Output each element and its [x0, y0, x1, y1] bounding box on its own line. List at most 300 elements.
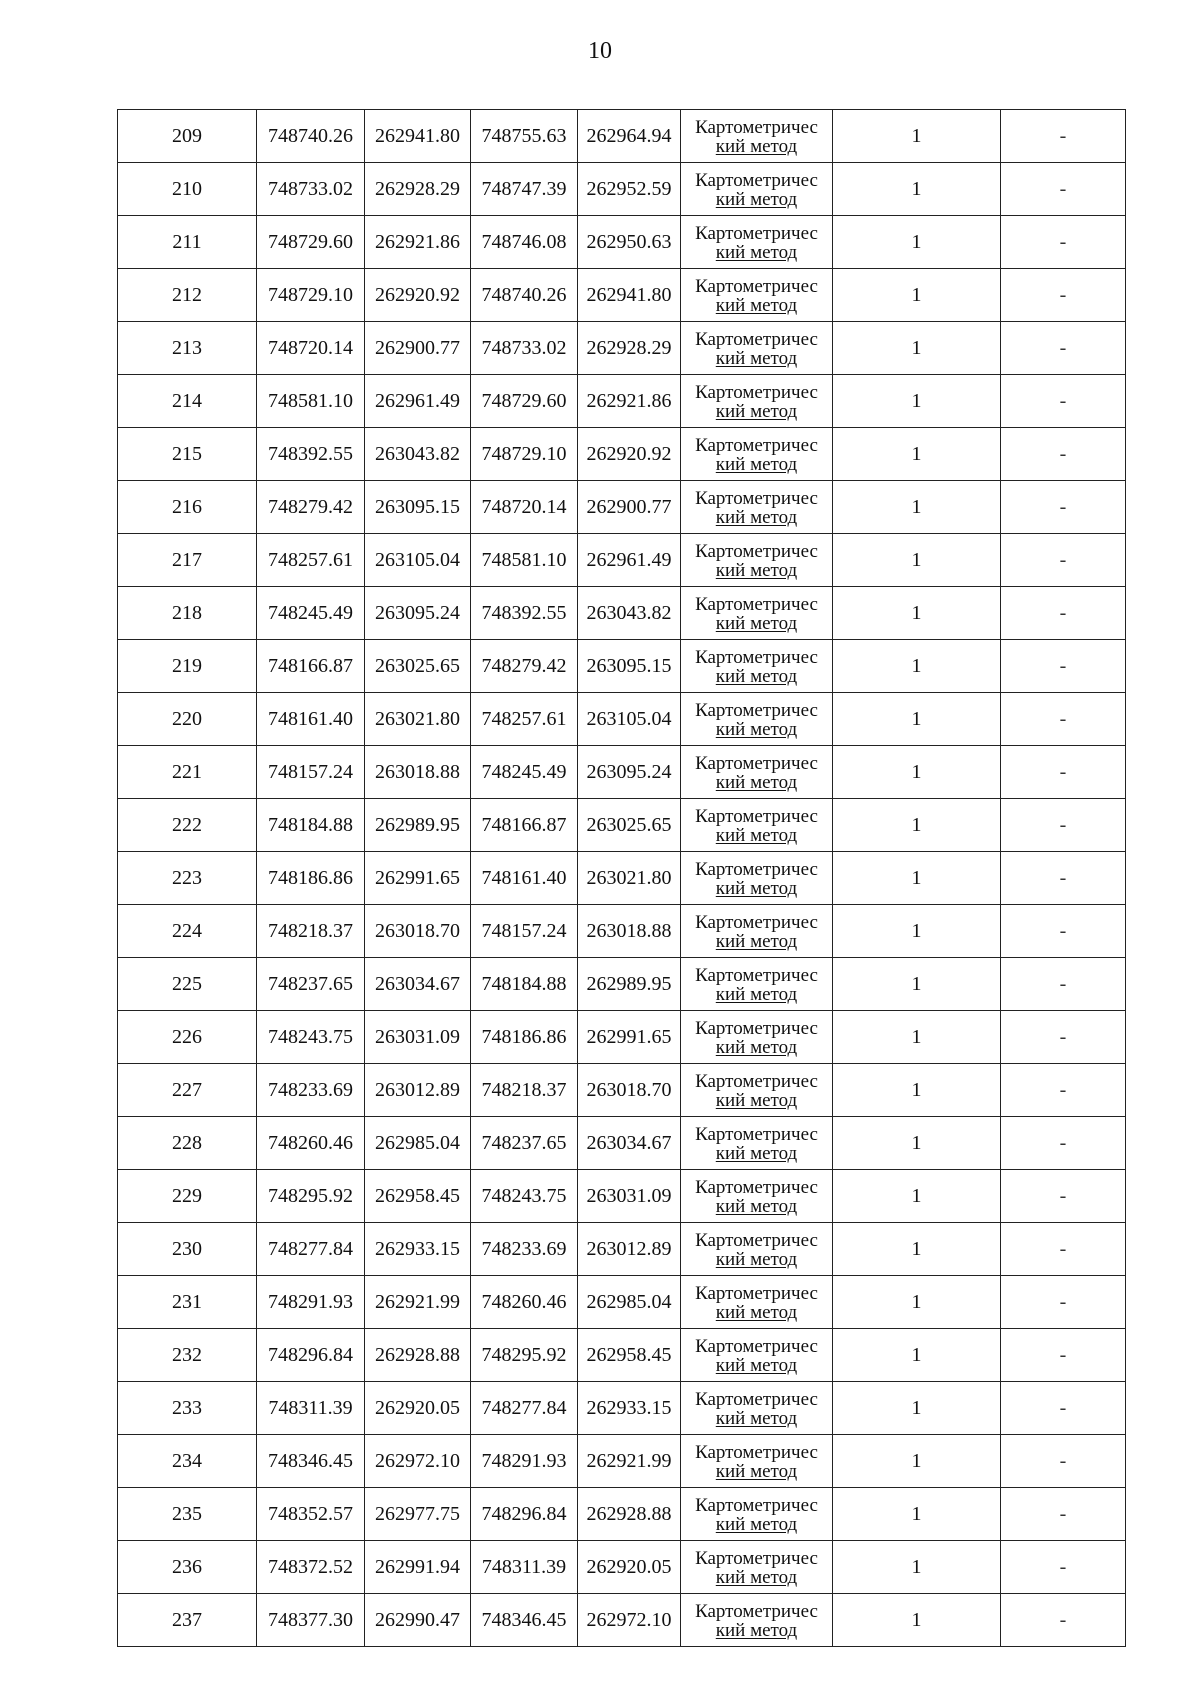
cell-y-start: 262928.29 [365, 163, 471, 216]
cell-y-end: 262991.65 [578, 1011, 681, 1064]
method-line-2: кий метод [715, 1620, 798, 1641]
cell-count: 1 [833, 216, 1001, 269]
cell-y-start: 262985.04 [365, 1117, 471, 1170]
cell-point-number: 237 [118, 1594, 257, 1647]
method-line-1: Картометричес [695, 912, 818, 933]
method-line-2: кий метод [715, 1302, 798, 1323]
cell-y-end: 262941.80 [578, 269, 681, 322]
coordinates-table [117, 109, 1126, 1647]
method-line-2: кий метод [715, 1143, 798, 1164]
cell-count: 1 [833, 1541, 1001, 1594]
cell-x-end: 748311.39 [471, 1541, 578, 1594]
method-line-1: Картометричес [695, 859, 818, 880]
cell-x-start: 748296.84 [257, 1329, 365, 1382]
cell-x-start: 748729.60 [257, 216, 365, 269]
cell-y-start: 263031.09 [365, 1011, 471, 1064]
table-row [118, 375, 1126, 428]
cell-x-start: 748166.87 [257, 640, 365, 693]
cell-x-start: 748233.69 [257, 1064, 365, 1117]
method-line-2: кий метод [715, 1567, 798, 1588]
method-line-1: Картометричес [695, 541, 818, 562]
cell-y-end: 263025.65 [578, 799, 681, 852]
cell-x-start: 748392.55 [257, 428, 365, 481]
cell-point-number: 228 [118, 1117, 257, 1170]
method-line-2: кий метод [715, 1196, 798, 1217]
cell-y-start: 262977.75 [365, 1488, 471, 1541]
cell-note: - [1001, 799, 1126, 852]
cell-point-number: 217 [118, 534, 257, 587]
cell-x-start: 748260.46 [257, 1117, 365, 1170]
cell-count: 1 [833, 375, 1001, 428]
cell-x-end: 748346.45 [471, 1594, 578, 1647]
cell-method [681, 1117, 833, 1170]
cell-x-start: 748729.10 [257, 269, 365, 322]
table-row [118, 1223, 1126, 1276]
cell-y-end: 262952.59 [578, 163, 681, 216]
cell-x-start: 748346.45 [257, 1435, 365, 1488]
cell-method [681, 216, 833, 269]
method-line-2: кий метод [715, 1090, 798, 1111]
cell-count: 1 [833, 746, 1001, 799]
table-row [118, 163, 1126, 216]
method-line-2: кий метод [715, 878, 798, 899]
cell-point-number: 229 [118, 1170, 257, 1223]
method-line-2: кий метод [715, 666, 798, 687]
cell-count: 1 [833, 905, 1001, 958]
cell-x-end: 748186.86 [471, 1011, 578, 1064]
cell-note: - [1001, 1117, 1126, 1170]
cell-note: - [1001, 852, 1126, 905]
method-line-2: кий метод [715, 1355, 798, 1376]
cell-x-start: 748720.14 [257, 322, 365, 375]
cell-point-number: 209 [118, 110, 257, 163]
cell-count: 1 [833, 1117, 1001, 1170]
cell-x-end: 748733.02 [471, 322, 578, 375]
method-line-2: кий метод [715, 401, 798, 422]
cell-x-end: 748218.37 [471, 1064, 578, 1117]
method-line-1: Картометричес [695, 1124, 818, 1145]
cell-y-start: 263018.70 [365, 905, 471, 958]
cell-count: 1 [833, 322, 1001, 375]
cell-point-number: 218 [118, 587, 257, 640]
cell-point-number: 233 [118, 1382, 257, 1435]
cell-method [681, 1382, 833, 1435]
cell-note: - [1001, 269, 1126, 322]
cell-note: - [1001, 322, 1126, 375]
cell-point-number: 236 [118, 1541, 257, 1594]
cell-y-start: 262991.65 [365, 852, 471, 905]
cell-y-start: 262991.94 [365, 1541, 471, 1594]
cell-x-start: 748291.93 [257, 1276, 365, 1329]
cell-x-start: 748237.65 [257, 958, 365, 1011]
coordinates-table-wrapper [117, 109, 1126, 1647]
cell-method [681, 110, 833, 163]
cell-method [681, 799, 833, 852]
cell-x-start: 748581.10 [257, 375, 365, 428]
cell-x-end: 748729.10 [471, 428, 578, 481]
cell-point-number: 226 [118, 1011, 257, 1064]
cell-method [681, 1011, 833, 1064]
cell-method [681, 322, 833, 375]
cell-method [681, 1594, 833, 1647]
method-line-1: Картометричес [695, 1389, 818, 1410]
cell-x-end: 748233.69 [471, 1223, 578, 1276]
cell-method [681, 375, 833, 428]
table-row [118, 746, 1126, 799]
cell-point-number: 215 [118, 428, 257, 481]
cell-count: 1 [833, 1223, 1001, 1276]
cell-method [681, 693, 833, 746]
cell-note: - [1001, 481, 1126, 534]
cell-x-start: 748352.57 [257, 1488, 365, 1541]
cell-y-start: 263025.65 [365, 640, 471, 693]
table-row [118, 1064, 1126, 1117]
cell-point-number: 230 [118, 1223, 257, 1276]
cell-x-end: 748279.42 [471, 640, 578, 693]
cell-count: 1 [833, 1170, 1001, 1223]
method-line-2: кий метод [715, 1514, 798, 1535]
table-row [118, 1488, 1126, 1541]
table-row [118, 1541, 1126, 1594]
cell-x-start: 748218.37 [257, 905, 365, 958]
cell-x-end: 748237.65 [471, 1117, 578, 1170]
table-row [118, 269, 1126, 322]
cell-y-start: 263018.88 [365, 746, 471, 799]
cell-count: 1 [833, 1011, 1001, 1064]
method-line-2: кий метод [715, 772, 798, 793]
cell-count: 1 [833, 958, 1001, 1011]
cell-method [681, 534, 833, 587]
method-line-2: кий метод [715, 189, 798, 210]
table-row [118, 428, 1126, 481]
cell-method [681, 481, 833, 534]
method-line-1: Картометричес [695, 488, 818, 509]
method-line-1: Картометричес [695, 594, 818, 615]
table-row [118, 799, 1126, 852]
cell-y-start: 262920.05 [365, 1382, 471, 1435]
cell-x-start: 748740.26 [257, 110, 365, 163]
cell-x-start: 748295.92 [257, 1170, 365, 1223]
cell-point-number: 232 [118, 1329, 257, 1382]
cell-note: - [1001, 640, 1126, 693]
cell-method [681, 1541, 833, 1594]
table-row [118, 958, 1126, 1011]
cell-x-end: 748296.84 [471, 1488, 578, 1541]
method-line-1: Картометричес [695, 1283, 818, 1304]
cell-y-end: 263043.82 [578, 587, 681, 640]
cell-point-number: 235 [118, 1488, 257, 1541]
cell-method [681, 1488, 833, 1541]
cell-method [681, 958, 833, 1011]
method-line-1: Картометричес [695, 753, 818, 774]
cell-x-end: 748581.10 [471, 534, 578, 587]
cell-note: - [1001, 110, 1126, 163]
method-line-2: кий метод [715, 1249, 798, 1270]
cell-y-end: 263031.09 [578, 1170, 681, 1223]
table-body [118, 110, 1126, 1647]
cell-y-end: 262972.10 [578, 1594, 681, 1647]
cell-method [681, 905, 833, 958]
cell-y-start: 263034.67 [365, 958, 471, 1011]
cell-count: 1 [833, 640, 1001, 693]
cell-point-number: 224 [118, 905, 257, 958]
method-line-2: кий метод [715, 719, 798, 740]
cell-method [681, 852, 833, 905]
table-row [118, 1329, 1126, 1382]
cell-note: - [1001, 587, 1126, 640]
cell-point-number: 225 [118, 958, 257, 1011]
method-line-1: Картометричес [695, 1018, 818, 1039]
cell-y-start: 262990.47 [365, 1594, 471, 1647]
cell-point-number: 227 [118, 1064, 257, 1117]
cell-point-number: 213 [118, 322, 257, 375]
cell-x-end: 748746.08 [471, 216, 578, 269]
cell-x-start: 748257.61 [257, 534, 365, 587]
cell-y-start: 263043.82 [365, 428, 471, 481]
cell-y-start: 262941.80 [365, 110, 471, 163]
cell-method [681, 1170, 833, 1223]
cell-x-end: 748161.40 [471, 852, 578, 905]
cell-y-end: 263021.80 [578, 852, 681, 905]
method-line-1: Картометричес [695, 1177, 818, 1198]
cell-y-end: 262985.04 [578, 1276, 681, 1329]
cell-count: 1 [833, 1276, 1001, 1329]
cell-method [681, 640, 833, 693]
cell-y-end: 263018.88 [578, 905, 681, 958]
cell-y-start: 262958.45 [365, 1170, 471, 1223]
cell-y-end: 262928.88 [578, 1488, 681, 1541]
method-line-1: Картометричес [695, 1495, 818, 1516]
method-line-2: кий метод [715, 295, 798, 316]
cell-note: - [1001, 1382, 1126, 1435]
cell-note: - [1001, 375, 1126, 428]
cell-note: - [1001, 746, 1126, 799]
table-row [118, 1011, 1126, 1064]
cell-y-end: 262958.45 [578, 1329, 681, 1382]
cell-x-start: 748279.42 [257, 481, 365, 534]
cell-count: 1 [833, 1435, 1001, 1488]
method-line-1: Картометричес [695, 1601, 818, 1622]
cell-x-end: 748392.55 [471, 587, 578, 640]
method-line-1: Картометричес [695, 806, 818, 827]
cell-y-end: 263105.04 [578, 693, 681, 746]
cell-x-end: 748729.60 [471, 375, 578, 428]
cell-note: - [1001, 1594, 1126, 1647]
cell-y-end: 262961.49 [578, 534, 681, 587]
method-line-1: Картометричес [695, 329, 818, 350]
cell-x-end: 748277.84 [471, 1382, 578, 1435]
cell-count: 1 [833, 587, 1001, 640]
cell-x-end: 748243.75 [471, 1170, 578, 1223]
table-row [118, 216, 1126, 269]
method-line-1: Картометричес [695, 647, 818, 668]
cell-point-number: 223 [118, 852, 257, 905]
method-line-1: Картометричес [695, 700, 818, 721]
cell-y-end: 262928.29 [578, 322, 681, 375]
method-line-1: Картометричес [695, 1230, 818, 1251]
method-line-1: Картометричес [695, 1071, 818, 1092]
cell-y-end: 262920.05 [578, 1541, 681, 1594]
table-row [118, 693, 1126, 746]
cell-count: 1 [833, 852, 1001, 905]
cell-x-start: 748161.40 [257, 693, 365, 746]
cell-point-number: 234 [118, 1435, 257, 1488]
cell-y-end: 263018.70 [578, 1064, 681, 1117]
table-row [118, 534, 1126, 587]
cell-note: - [1001, 693, 1126, 746]
table-row [118, 640, 1126, 693]
method-line-2: кий метод [715, 560, 798, 581]
cell-x-end: 748747.39 [471, 163, 578, 216]
cell-y-end: 262950.63 [578, 216, 681, 269]
cell-y-start: 262920.92 [365, 269, 471, 322]
cell-x-start: 748372.52 [257, 1541, 365, 1594]
cell-y-end: 263034.67 [578, 1117, 681, 1170]
table-row [118, 905, 1126, 958]
table-row [118, 852, 1126, 905]
cell-x-start: 748277.84 [257, 1223, 365, 1276]
cell-method [681, 269, 833, 322]
cell-count: 1 [833, 269, 1001, 322]
cell-y-end: 262964.94 [578, 110, 681, 163]
method-line-1: Картометричес [695, 276, 818, 297]
cell-y-start: 262933.15 [365, 1223, 471, 1276]
cell-point-number: 222 [118, 799, 257, 852]
cell-note: - [1001, 1435, 1126, 1488]
cell-x-end: 748755.63 [471, 110, 578, 163]
method-line-1: Картометричес [695, 435, 818, 456]
cell-count: 1 [833, 481, 1001, 534]
method-line-2: кий метод [715, 348, 798, 369]
cell-method [681, 1276, 833, 1329]
cell-note: - [1001, 1329, 1126, 1382]
cell-y-start: 263021.80 [365, 693, 471, 746]
cell-y-end: 262921.99 [578, 1435, 681, 1488]
method-line-2: кий метод [715, 242, 798, 263]
cell-note: - [1001, 1064, 1126, 1117]
cell-x-end: 748295.92 [471, 1329, 578, 1382]
cell-method [681, 587, 833, 640]
cell-x-start: 748184.88 [257, 799, 365, 852]
cell-x-start: 748243.75 [257, 1011, 365, 1064]
cell-point-number: 219 [118, 640, 257, 693]
cell-note: - [1001, 1170, 1126, 1223]
cell-x-end: 748740.26 [471, 269, 578, 322]
cell-y-end: 263012.89 [578, 1223, 681, 1276]
method-line-1: Картометричес [695, 382, 818, 403]
cell-point-number: 212 [118, 269, 257, 322]
cell-point-number: 216 [118, 481, 257, 534]
cell-x-start: 748245.49 [257, 587, 365, 640]
cell-count: 1 [833, 110, 1001, 163]
cell-count: 1 [833, 1064, 1001, 1117]
cell-method [681, 1223, 833, 1276]
cell-x-end: 748184.88 [471, 958, 578, 1011]
cell-note: - [1001, 958, 1126, 1011]
cell-point-number: 211 [118, 216, 257, 269]
cell-y-end: 262933.15 [578, 1382, 681, 1435]
cell-note: - [1001, 1541, 1126, 1594]
table-row [118, 322, 1126, 375]
cell-point-number: 221 [118, 746, 257, 799]
cell-note: - [1001, 1011, 1126, 1064]
cell-x-end: 748157.24 [471, 905, 578, 958]
cell-method [681, 428, 833, 481]
cell-count: 1 [833, 1329, 1001, 1382]
cell-x-end: 748291.93 [471, 1435, 578, 1488]
cell-y-start: 262921.99 [365, 1276, 471, 1329]
cell-count: 1 [833, 163, 1001, 216]
cell-y-start: 262989.95 [365, 799, 471, 852]
table-row [118, 1594, 1126, 1647]
method-line-1: Картометричес [695, 170, 818, 191]
method-line-2: кий метод [715, 507, 798, 528]
cell-y-end: 263095.15 [578, 640, 681, 693]
method-line-2: кий метод [715, 136, 798, 157]
cell-x-start: 748186.86 [257, 852, 365, 905]
cell-x-start: 748733.02 [257, 163, 365, 216]
cell-point-number: 210 [118, 163, 257, 216]
cell-x-start: 748157.24 [257, 746, 365, 799]
cell-y-start: 263095.15 [365, 481, 471, 534]
cell-method [681, 163, 833, 216]
method-line-2: кий метод [715, 984, 798, 1005]
cell-count: 1 [833, 1488, 1001, 1541]
cell-count: 1 [833, 534, 1001, 587]
cell-y-end: 262921.86 [578, 375, 681, 428]
method-line-2: кий метод [715, 1037, 798, 1058]
cell-x-end: 748245.49 [471, 746, 578, 799]
table-row [118, 110, 1126, 163]
cell-note: - [1001, 1276, 1126, 1329]
cell-y-end: 262920.92 [578, 428, 681, 481]
cell-note: - [1001, 428, 1126, 481]
table-row [118, 481, 1126, 534]
table-row [118, 587, 1126, 640]
method-line-1: Картометричес [695, 1548, 818, 1569]
cell-method [681, 746, 833, 799]
cell-y-start: 263012.89 [365, 1064, 471, 1117]
cell-count: 1 [833, 799, 1001, 852]
cell-x-start: 748311.39 [257, 1382, 365, 1435]
method-line-1: Картометричес [695, 965, 818, 986]
cell-method [681, 1329, 833, 1382]
cell-x-end: 748260.46 [471, 1276, 578, 1329]
cell-y-start: 262928.88 [365, 1329, 471, 1382]
cell-count: 1 [833, 1594, 1001, 1647]
cell-count: 1 [833, 428, 1001, 481]
cell-count: 1 [833, 693, 1001, 746]
cell-note: - [1001, 905, 1126, 958]
cell-point-number: 214 [118, 375, 257, 428]
cell-y-start: 262921.86 [365, 216, 471, 269]
cell-point-number: 231 [118, 1276, 257, 1329]
cell-method [681, 1435, 833, 1488]
method-line-2: кий метод [715, 1461, 798, 1482]
table-row [118, 1435, 1126, 1488]
cell-y-start: 262961.49 [365, 375, 471, 428]
table-row [118, 1382, 1126, 1435]
cell-y-end: 263095.24 [578, 746, 681, 799]
method-line-1: Картометричес [695, 1336, 818, 1357]
method-line-2: кий метод [715, 454, 798, 475]
method-line-2: кий метод [715, 931, 798, 952]
cell-y-start: 262900.77 [365, 322, 471, 375]
cell-x-end: 748166.87 [471, 799, 578, 852]
cell-x-end: 748720.14 [471, 481, 578, 534]
method-line-1: Картометричес [695, 223, 818, 244]
cell-note: - [1001, 216, 1126, 269]
